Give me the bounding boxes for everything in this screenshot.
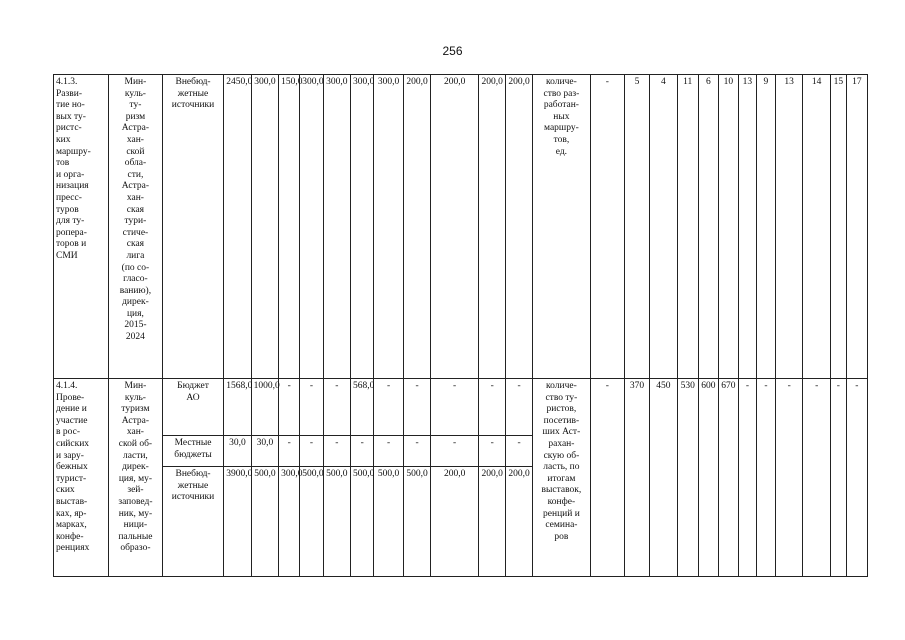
funding-value-cell: 3900,0 bbox=[224, 467, 251, 577]
target-value-cell: - bbox=[590, 75, 624, 379]
funding-value-cell: - bbox=[403, 379, 430, 436]
target-value-cell: 600 bbox=[698, 379, 718, 577]
target-value-cell: 17 bbox=[846, 75, 867, 379]
funding-value-cell: 1568,0 bbox=[224, 379, 251, 436]
funding-value-cell: 150,0 bbox=[279, 75, 300, 379]
executor-cell: Мин- куль- ту- ризм Астра- хан- ской обла- сти, Астра- хан- ская тури- стиче- ская лига (по со- гласо- ванию), дирек- ция, 2015- 2024 bbox=[108, 75, 162, 379]
funding-value-cell: 500,0 bbox=[351, 467, 374, 577]
funding-value-cell: 200,0 bbox=[478, 467, 505, 577]
funding-value-cell: 500,0 bbox=[374, 467, 404, 577]
target-value-cell: - bbox=[846, 379, 867, 577]
funding-value-cell: - bbox=[279, 436, 300, 467]
funding-value-cell: 1000,0 bbox=[251, 379, 278, 436]
funding-value-cell: - bbox=[506, 436, 532, 467]
funding-value-cell: - bbox=[323, 436, 350, 467]
target-value-cell: 13 bbox=[738, 75, 756, 379]
target-value-cell: 11 bbox=[677, 75, 698, 379]
executor-cell: Мин- куль- туризм Астра- хан- ской об- ласти, дирек- ция, му- зей- заповед- ник, му- ници- пальные образо- bbox=[108, 379, 162, 577]
target-value-cell: - bbox=[738, 379, 756, 577]
funding-value-cell: 500,0 bbox=[300, 467, 323, 577]
measure-code-cell: 4.1.3. Разви- тие но- вых ту- ристс- ких маршру- тов и орга- низация пресс- туров для ту- ропера- торов и СМИ bbox=[54, 75, 109, 379]
funding-value-cell: - bbox=[351, 436, 374, 467]
funding-value-cell: - bbox=[403, 436, 430, 467]
funding-value-cell: - bbox=[374, 436, 404, 467]
target-value-cell: - bbox=[830, 379, 846, 577]
indicator-cell: количе- ство раз- работан- ных маршру- тов, ед. bbox=[532, 75, 590, 379]
target-value-cell: 5 bbox=[624, 75, 649, 379]
target-value-cell: 670 bbox=[718, 379, 738, 577]
funding-value-cell: 200,0 bbox=[431, 467, 479, 577]
funding-value-cell: 300,0 bbox=[323, 75, 350, 379]
funding-source-cell: Бюджет АО bbox=[162, 379, 223, 436]
funding-value-cell: - bbox=[279, 379, 300, 436]
funding-value-cell: - bbox=[478, 379, 505, 436]
funding-value-cell: 2450,0 bbox=[224, 75, 251, 379]
funding-value-cell: - bbox=[506, 379, 532, 436]
target-value-cell: 530 bbox=[677, 379, 698, 577]
funding-value-cell: 200,0 bbox=[506, 75, 532, 379]
funding-value-cell: 300,0 bbox=[374, 75, 404, 379]
funding-value-cell: - bbox=[323, 379, 350, 436]
funding-value-cell: 200,0 bbox=[506, 467, 532, 577]
funding-value-cell: 500,0 bbox=[323, 467, 350, 577]
target-value-cell: 13 bbox=[775, 75, 802, 379]
funding-value-cell: - bbox=[300, 436, 323, 467]
target-value-cell: 370 bbox=[624, 379, 649, 577]
funding-source-cell: Местные бюджеты bbox=[162, 436, 223, 467]
funding-value-cell: 30,0 bbox=[224, 436, 251, 467]
funding-source-cell: Внебюд- жетные источники bbox=[162, 75, 223, 379]
target-value-cell: - bbox=[803, 379, 830, 577]
target-value-cell: - bbox=[756, 379, 775, 577]
funding-value-cell: - bbox=[300, 379, 323, 436]
funding-value-cell: 300,0 bbox=[251, 75, 278, 379]
funding-value-cell: 30,0 bbox=[251, 436, 278, 467]
funding-value-cell: 300,0 bbox=[279, 467, 300, 577]
funding-value-cell: 300,0 bbox=[351, 75, 374, 379]
target-value-cell: - bbox=[590, 379, 624, 577]
target-value-cell: 15 bbox=[830, 75, 846, 379]
table-row bbox=[54, 379, 868, 436]
funding-value-cell: 200,0 bbox=[403, 75, 430, 379]
program-table bbox=[53, 74, 868, 577]
funding-value-cell: - bbox=[374, 379, 404, 436]
page-number: 256 bbox=[442, 44, 463, 58]
funding-source-cell: Внебюд- жетные источники bbox=[162, 467, 223, 577]
funding-value-cell: 568,0 bbox=[351, 379, 374, 436]
funding-value-cell: 500,0 bbox=[403, 467, 430, 577]
funding-value-cell: 300,0 bbox=[300, 75, 323, 379]
funding-value-cell: - bbox=[431, 436, 479, 467]
target-value-cell: - bbox=[775, 379, 802, 577]
table-row bbox=[54, 75, 868, 379]
target-value-cell: 450 bbox=[650, 379, 677, 577]
target-value-cell: 9 bbox=[756, 75, 775, 379]
funding-value-cell: 200,0 bbox=[431, 75, 479, 379]
funding-value-cell: 200,0 bbox=[478, 75, 505, 379]
funding-value-cell: - bbox=[478, 436, 505, 467]
target-value-cell: 10 bbox=[718, 75, 738, 379]
indicator-cell: количе- ство ту- ристов, посетив- ших Аст- рахан- скую об- ласть, по итогам выставок, конфе- ренций и семина- ров bbox=[532, 379, 590, 577]
target-value-cell: 14 bbox=[803, 75, 830, 379]
funding-value-cell: - bbox=[431, 379, 479, 436]
measure-code-cell: 4.1.4. Прове- дение и участие в рос- сийских и зару- бежных турист- ских выстав- ках, яр- марках, конфе- ренциях bbox=[54, 379, 109, 577]
funding-value-cell: 500,0 bbox=[251, 467, 278, 577]
target-value-cell: 6 bbox=[698, 75, 718, 379]
target-value-cell: 4 bbox=[650, 75, 677, 379]
